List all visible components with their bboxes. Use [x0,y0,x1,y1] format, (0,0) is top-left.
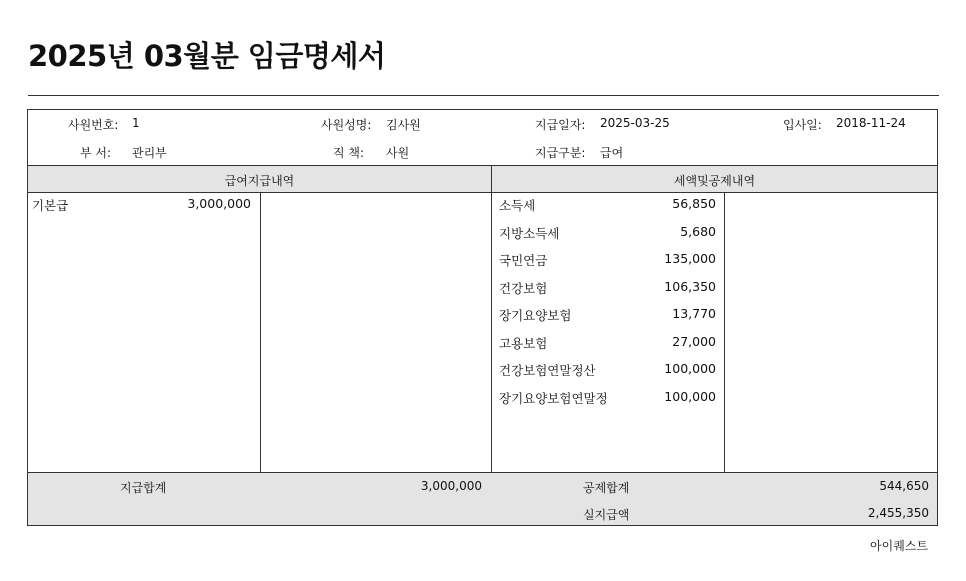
employee-name-label: 사원성명: [321,118,372,132]
title-divider [28,95,939,96]
payments-section-title: 급여지급내역 [224,174,295,188]
deductions-list [492,196,724,416]
pay-total-label: 지급합계 [120,481,167,495]
list-item [28,196,260,223]
list-item [492,361,724,389]
employee-number-label: 사원번호: [68,118,119,132]
column-divider [724,193,725,473]
payment-name: 기본급 [32,198,69,213]
position-label: 직 책: [333,146,365,160]
deduction-amount: 56,850 [672,196,716,211]
deduction-total-label: 공제합계 [583,481,630,495]
deductions-section-title: 세액및공제내역 [673,174,756,188]
pay-total-value: 3,000,000 [420,479,482,493]
deduction-amount: 27,000 [672,333,716,349]
net-pay-label: 실지급액 [583,508,630,522]
list-item [492,196,724,224]
payslip-table [27,109,938,526]
department-value: 관리부 [132,146,167,160]
divider [28,472,937,473]
divider [28,165,937,166]
list-item [492,334,724,362]
deduction-name: 고용보험 [499,335,548,351]
deduction-amount: 5,680 [680,223,716,239]
payment-amount: 3,000,000 [187,196,251,211]
page-title: 2025년 03월분 임금명세서 [28,39,386,73]
join-date-value: 2018-11-24 [836,116,906,130]
deduction-name: 지방소득세 [499,225,560,241]
pay-type-value: 급여 [600,146,624,160]
position-value: 사원 [386,146,410,160]
department-label: 부 서: [80,146,112,160]
join-date-label: 입사일: [783,118,822,132]
deduction-name: 건강보험 [499,280,548,296]
list-item [492,251,724,279]
deduction-amount: 13,770 [672,306,716,321]
deduction-total-value: 544,650 [879,479,929,493]
deduction-amount: 135,000 [664,251,716,266]
list-item [492,279,724,307]
deduction-amount: 100,000 [664,361,716,376]
employee-number-value: 1 [132,116,140,130]
deduction-amount: 100,000 [664,388,716,404]
deduction-name: 국민연금 [499,253,548,268]
pay-date-value: 2025-03-25 [600,116,670,130]
deduction-amount: 106,350 [664,278,716,294]
list-item [492,306,724,334]
column-divider [260,193,261,473]
list-item [492,224,724,252]
divider [28,192,937,193]
pay-type-label: 지급구분: [535,146,586,160]
deduction-name: 장기요양보험연말정 [499,390,608,406]
deduction-name: 소득세 [499,198,536,213]
net-pay-value: 2,455,350 [867,506,929,520]
deduction-name: 건강보험연말정산 [499,363,596,378]
employee-name-value: 김사원 [386,118,421,132]
pay-date-label: 지급일자: [535,118,586,132]
deduction-name: 장기요양보험 [499,308,572,323]
payments-list [28,196,260,223]
list-item [492,389,724,417]
brand-label: 아이퀘스트 [870,539,928,553]
